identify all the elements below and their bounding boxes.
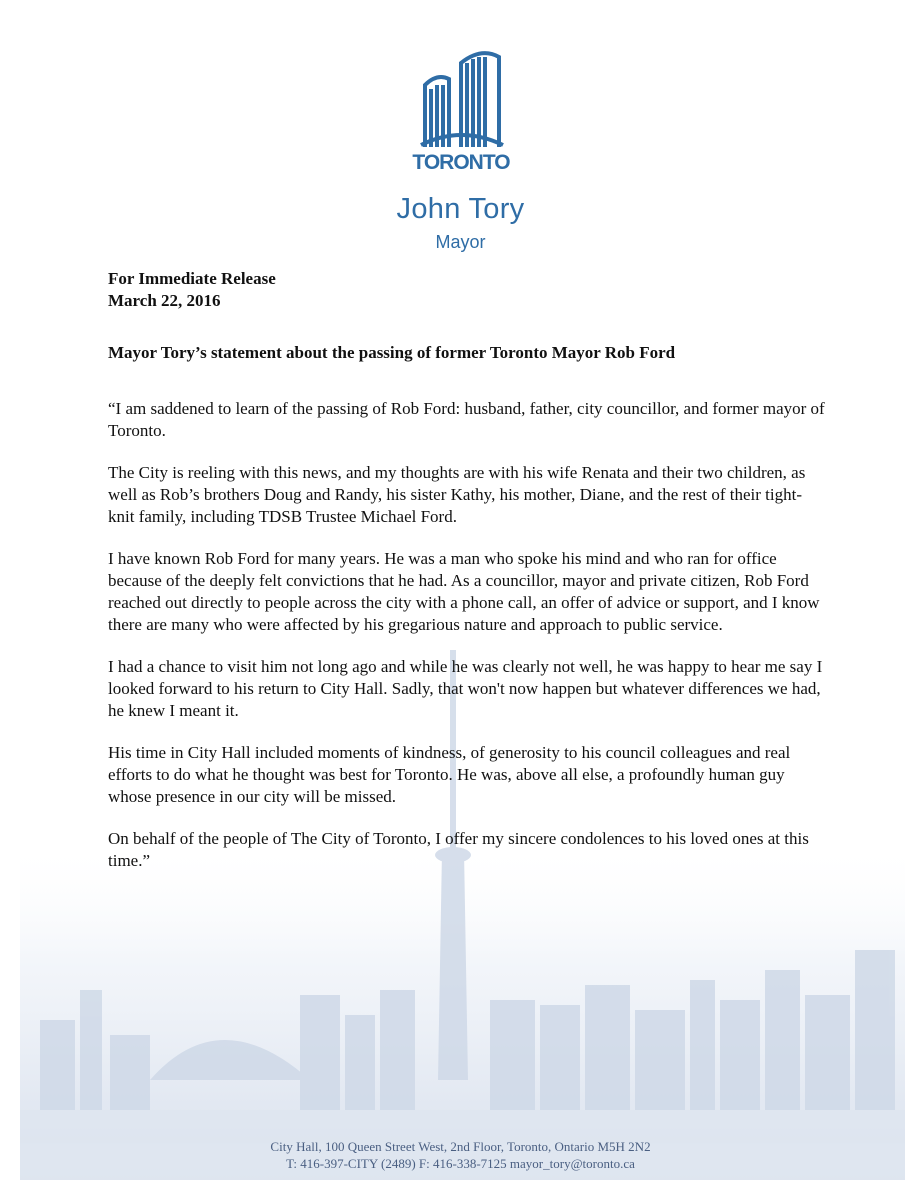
- press-release-content: [108, 268, 828, 892]
- toronto-city-hall-logo: [411, 45, 511, 175]
- statement-body: [108, 398, 828, 872]
- toronto-wordmark: TORONTO: [411, 151, 510, 174]
- paragraph: I have known Rob Ford for many years. He was a man who spoke his mind and who ran for office because of the deeply felt convictions that he had. As a councillor, mayor and private citizen, Rob Ford reached out directly to people across the city with a phone call, an offer of advice or support, and I know there are many who were affected by his gregarious nature and approach to public service.: [108, 549, 820, 634]
- release-label: For Immediate Release: [108, 269, 276, 288]
- letterhead-footer: [0, 1138, 921, 1172]
- paragraph: “I am saddened to learn of the passing of Rob Ford: husband, father, city councillor, and former mayor of Toronto.: [108, 399, 825, 440]
- footer-address: City Hall, 100 Queen Street West, 2nd Floor, Toronto, Ontario M5H 2N2: [270, 1139, 651, 1154]
- release-date: March 22, 2016: [108, 291, 221, 310]
- footer-contact: T: 416-397-CITY (2489) F: 416-338-7125 mayor_tory@toronto.ca: [286, 1156, 635, 1171]
- mayor-name: John Tory: [396, 193, 525, 225]
- paragraph: On behalf of the people of The City of Toronto, I offer my sincere condolences to his loved ones at this time.”: [108, 829, 809, 870]
- headline: Mayor Tory’s statement about the passing of former Toronto Mayor Rob Ford: [108, 343, 676, 362]
- paragraph: His time in City Hall included moments of kindness, of generosity to his council colleagues and real efforts to do what he thought was best for Toronto. He was, above all else, a profoundly human guy whose presence in our city will be missed.: [108, 743, 791, 806]
- paragraph: The City is reeling with this news, and my thoughts are with his wife Renata and their two children, as well as Rob’s brothers Doug and Randy, his sister Kathy, his mother, Diane, and the rest of their tight-knit family, including TDSB Trustee Michael Ford.: [108, 463, 806, 526]
- paragraph: I had a chance to visit him not long ago and while he was clearly not well, he was happy to hear me say I looked forward to his return to City Hall. Sadly, that won't now happen but whatever differences we had, he knew I meant it.: [108, 657, 823, 720]
- mayor-title: Mayor: [435, 232, 486, 252]
- mayor-letterhead: [0, 45, 921, 253]
